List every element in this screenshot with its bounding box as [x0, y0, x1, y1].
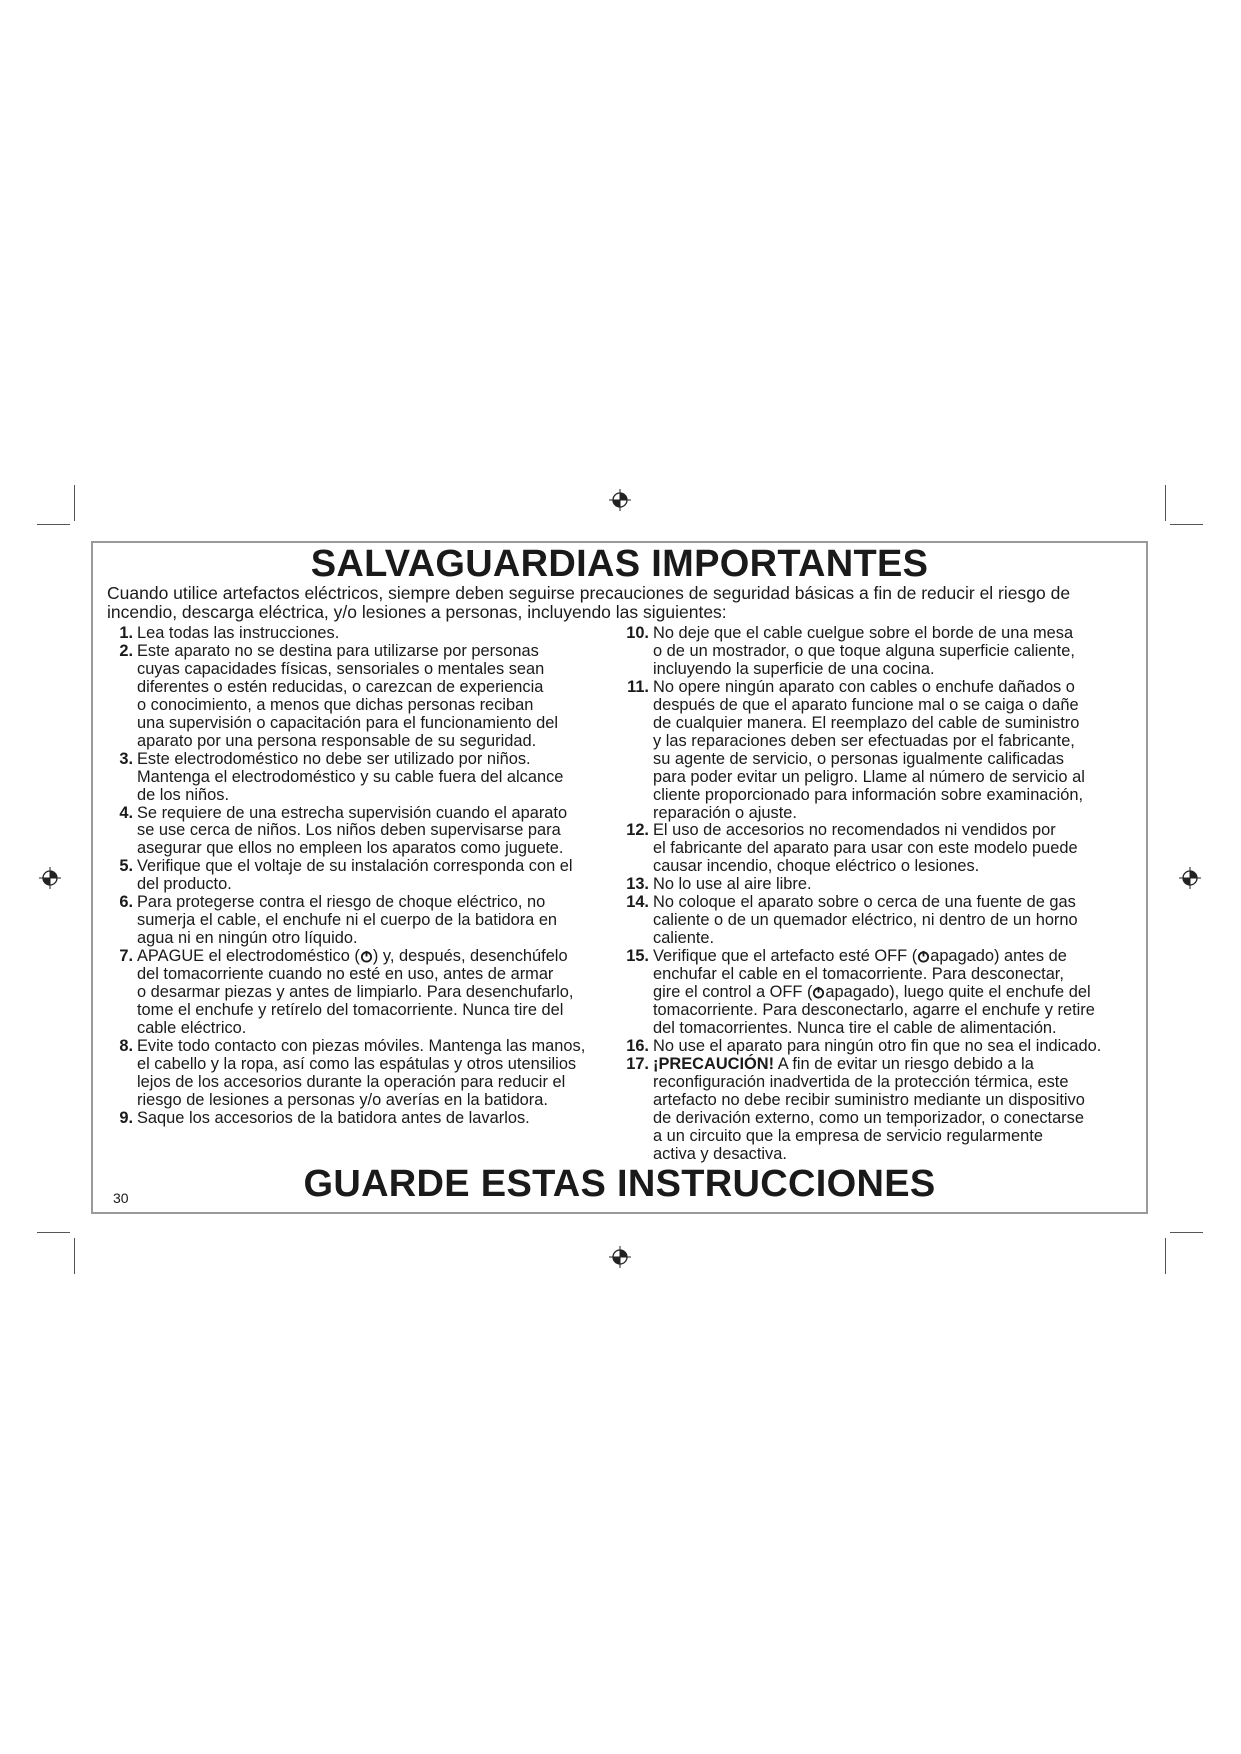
item-line: reparación o ajuste.: [653, 803, 797, 822]
item-line: después de que el aparato funcione mal o se caiga o dañe: [653, 695, 1079, 714]
item-line: su agente de servicio, o personas igualmente calificadas: [653, 749, 1064, 768]
item-number: 1.: [119, 624, 133, 642]
crop-mark: [1165, 485, 1166, 521]
item-line: del tomacorriente cuando no esté en uso, antes de armar: [137, 965, 554, 984]
crop-mark: [1165, 1238, 1166, 1274]
item-line: se use cerca de niños. Los niños deben supervisarse para: [137, 821, 561, 840]
item-line: de derivación externo, como un temporizador, o conectarse: [653, 1108, 1084, 1127]
item-line: o de un mostrador, o que toque alguna superficie caliente,: [653, 641, 1075, 660]
item-line: asegurar que ellos no empleen los aparatos como juguete.: [137, 839, 564, 858]
page-number: 30: [113, 1190, 129, 1206]
item-line: el fabricante del aparato para usar con este modelo puede: [653, 839, 1078, 858]
item-line: ¡PRECAUCIÓN! A fin de evitar un riesgo debido a la: [653, 1054, 1034, 1073]
item-line: a un circuito que la empresa de servicio regularmente: [653, 1126, 1043, 1145]
item-number: 17.: [626, 1054, 649, 1073]
crop-mark: [1170, 1232, 1203, 1233]
item-line: artefacto no debe recibir suministro mediante un dispositivo: [653, 1090, 1085, 1109]
item-line: incluyendo la superficie de una cocina.: [653, 659, 935, 678]
item-line: Este electrodoméstico no debe ser utilizado por niños.: [137, 749, 531, 768]
safeguard-item: [107, 643, 627, 751]
item-line: caliente o de un quemador eléctrico, ni dentro de un horno: [653, 911, 1078, 930]
safeguard-item: [623, 679, 1138, 823]
item-line: tome el enchufe y retírelo del tomacorriente. Nunca tire del: [137, 1001, 564, 1020]
item-number: 8.: [119, 1036, 133, 1055]
power-off-icon: [360, 950, 373, 963]
power-off-icon: [812, 986, 825, 999]
item-line: causar incendio, choque eléctrico o lesiones.: [653, 857, 980, 876]
item-number: 3.: [119, 749, 133, 768]
item-number: 4.: [119, 803, 133, 822]
item-line: cuyas capacidades físicas, sensoriales o mentales sean: [137, 659, 545, 678]
item-number: 15.: [626, 947, 649, 966]
item-line: Mantenga el electrodoméstico y su cable fuera del alcance: [137, 767, 564, 786]
item-line: o conocimiento, a menos que dichas personas reciban: [137, 695, 534, 714]
item-line: APAGUE el electrodoméstico ( ) y, después, desenchúfelo: [137, 947, 568, 966]
item-number: 5.: [119, 857, 133, 876]
item-line: de cualquier manera. El reemplazo del cable de suministro: [653, 713, 1080, 732]
item-line: de los niños.: [137, 785, 230, 804]
item-line: una supervisión o capacitación para el funcionamiento del: [137, 713, 558, 732]
safeguard-item: [623, 1056, 1138, 1164]
item-line: diferentes o estén reducidas, o carezcan de experiencia: [137, 677, 544, 696]
item-line: gire el control a OFF ( apagado), luego quite el enchufe del: [653, 983, 1091, 1002]
item-line: agua ni en ningún otro líquido.: [137, 929, 358, 948]
item-number: 16.: [626, 1036, 649, 1055]
item-line: enchufar el cable en el tomacorriente. Para desconectar,: [653, 965, 1064, 984]
item-line: Evite todo contacto con piezas móviles. Mantenga las manos,: [137, 1036, 586, 1055]
item-number: 9.: [119, 1108, 133, 1127]
power-off-icon: [917, 950, 930, 963]
item-line: el cabello y la ropa, así como las espátulas y otros utensilios: [137, 1054, 577, 1073]
item-number: 2.: [119, 641, 133, 660]
item-line: activa y desactiva.: [653, 1144, 787, 1163]
safeguard-item: [107, 1038, 627, 1110]
item-line: cable eléctrico.: [137, 1018, 247, 1037]
item-number: 14.: [626, 893, 649, 912]
item-line: No deje que el cable cuelgue sobre el borde de una mesa: [653, 624, 1074, 642]
item-line: Verifique que el artefacto esté OFF ( apagado) antes de: [653, 947, 1067, 966]
item-line: No use el aparato para ningún otro fin que no sea el indicado.: [653, 1036, 1102, 1055]
page-title: SALVAGUARDIAS IMPORTANTES: [310, 543, 929, 585]
item-line: para poder evitar un peligro. Llame al número de servicio al: [653, 767, 1085, 786]
left-column: [107, 625, 627, 1128]
safeguard-item: [107, 805, 627, 859]
intro-line: Cuando utilice artefactos eléctricos, siempre deben seguirse precauciones de seguridad básicas a fin de reducir el riesgo de: [107, 583, 1071, 603]
registration-mark-icon: [1179, 867, 1201, 889]
item-line: Este aparato no se destina para utilizarse por personas: [137, 641, 539, 660]
item-line: Se requiere de una estrecha supervisión cuando el aparato: [137, 803, 568, 822]
item-line: sumerja el cable, el enchufe ni el cuerpo de la batidora en: [137, 911, 558, 930]
item-number: 13.: [626, 875, 649, 894]
crop-mark: [74, 485, 75, 521]
item-line: o desarmar piezas y antes de limpiarlo. Para desenchufarlo,: [137, 983, 574, 1002]
item-line: reconfiguración inadvertida de la protección térmica, este: [653, 1072, 1069, 1091]
safeguard-item: [107, 894, 627, 948]
item-line: Saque los accesorios de la batidora antes de lavarlos.: [137, 1108, 530, 1127]
safeguard-item: [623, 625, 1138, 679]
item-number: 10.: [626, 624, 649, 642]
crop-mark: [74, 1238, 75, 1274]
item-line: No lo use al aire libre.: [653, 875, 812, 894]
item-line: cliente proporcionado para información sobre examinación,: [653, 785, 1084, 804]
crop-mark: [1170, 524, 1203, 525]
item-line: y las reparaciones deben ser efectuadas por el fabricante,: [653, 731, 1075, 750]
item-number: 7.: [119, 947, 133, 966]
registration-mark-icon: [609, 489, 631, 511]
item-line: Para protegerse contra el riesgo de choque eléctrico, no: [137, 893, 546, 912]
item-number: 12.: [626, 821, 649, 840]
item-line: lejos de los accesorios durante la operación para reducir el: [137, 1072, 566, 1091]
item-line: tomacorriente. Para desconectarlo, agarre el enchufe y retire: [653, 1001, 1095, 1020]
caution-label: ¡PRECAUCIÓN!: [653, 1054, 775, 1073]
item-line: aparato por una persona responsable de su seguridad.: [137, 731, 537, 750]
item-line: del tomacorrientes. Nunca tire el cable de alimentación.: [653, 1018, 1057, 1037]
crop-mark: [37, 524, 70, 525]
item-line: No opere ningún aparato con cables o enchufe dañados o: [653, 677, 1075, 696]
item-line: No coloque el aparato sobre o cerca de una fuente de gas: [653, 893, 1076, 912]
safeguard-item: [107, 948, 627, 1038]
safeguard-item: [623, 894, 1138, 948]
safeguard-item: [623, 1038, 1138, 1056]
registration-mark-icon: [609, 1246, 631, 1268]
crop-mark: [37, 1232, 70, 1233]
safeguard-item: [623, 876, 1138, 894]
item-number: 11.: [627, 677, 649, 696]
safeguard-item: [107, 625, 627, 643]
safeguard-item: [623, 948, 1138, 1038]
footer-title: GUARDE ESTAS INSTRUCCIONES: [303, 1163, 936, 1205]
item-line: caliente.: [653, 929, 715, 948]
safeguard-item: [107, 751, 627, 805]
item-line: El uso de accesorios no recomendados ni vendidos por: [653, 821, 1056, 840]
item-line: del producto.: [137, 875, 232, 894]
safeguard-item: [107, 1110, 627, 1128]
safeguards-panel: [91, 541, 1148, 1214]
item-line: riesgo de lesiones a personas y/o averías en la batidora.: [137, 1090, 548, 1109]
safeguard-item: [623, 822, 1138, 876]
item-number: 6.: [119, 893, 133, 912]
safeguard-item: [107, 858, 627, 894]
intro-paragraph: [107, 584, 1127, 622]
right-column: [623, 625, 1138, 1164]
registration-mark-icon: [39, 867, 61, 889]
item-line: Lea todas las instrucciones.: [137, 624, 340, 642]
intro-line: incendio, descarga eléctrica, y/o lesiones a personas, incluyendo las siguientes:: [107, 602, 727, 622]
item-line: Verifique que el voltaje de su instalación corresponda con el: [137, 857, 573, 876]
